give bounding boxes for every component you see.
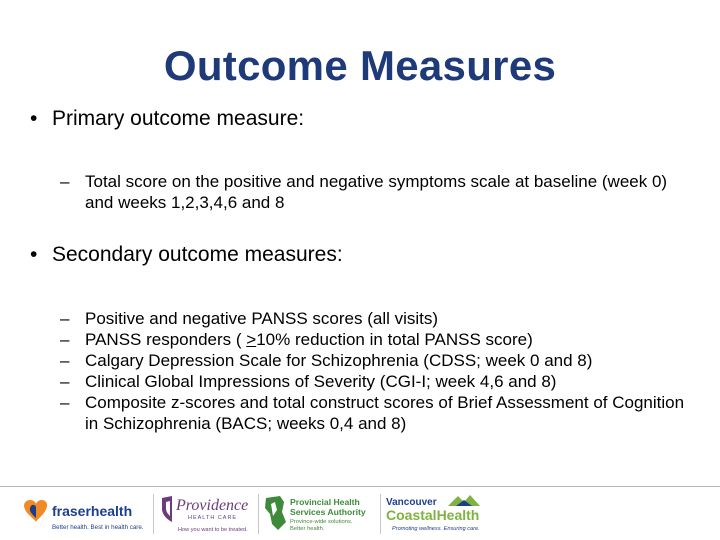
dash-marker: – [60,309,70,328]
greater-equal-symbol: > [246,330,257,349]
list-item-text: Calgary Depression Scale for Schizophrenia (CDSS; week 0 and 8) [85,351,593,370]
list-item [60,350,697,371]
dash-marker: – [60,351,70,370]
list-item [60,371,697,392]
dash-marker: – [60,393,70,412]
list-item-text: Clinical Global Impressions of Severity (CGI-I; week 4,6 and 8) [85,372,557,391]
secondary-list [60,308,697,434]
vch-tagline: Promoting wellness. Ensuring care. [392,526,480,532]
list-item [60,392,697,434]
bc-map-icon [265,496,286,530]
list-item-text: Positive and negative PANSS scores (all visits) [85,309,439,328]
logo-separator [258,494,259,534]
dash-marker: – [60,172,70,191]
vch-wordmark-line1: Vancouver [386,497,437,508]
logo-separator [153,494,154,534]
list-item-text [85,329,697,350]
primary-heading-row [30,107,304,131]
phsa-logo [262,492,377,536]
secondary-heading: Secondary outcome measures: [52,243,343,266]
providence-logo [158,492,254,536]
providence-tagline: How you want to be treated. [178,527,248,533]
secondary-heading-row [30,243,343,267]
list-item-text-end: 10% reduction in total PANSS score) [256,330,533,349]
list-item-text: Composite z-scores and total construct scores of Brief Assessment of Cognition in Schizophrenia (BACS; weeks 0,4 and 8) [85,393,685,433]
fraserhealth-logo [18,492,154,536]
dash-marker: – [60,372,70,391]
slide-title: Outcome Measures [163,42,557,89]
list-item-text: Total score on the positive and negative symptoms scale at baseline (week 0) and weeks 1,2,3,4,6 and 8 [85,172,668,212]
list-item [60,308,697,329]
list-item [60,329,697,350]
primary-list [60,171,697,213]
fraserhealth-wordmark: fraserhealth [52,503,133,519]
providence-wordmark: Providence [176,497,249,514]
fraserhealth-tagline: Better health. Best in health care. [52,524,144,531]
bullet-marker: • [30,107,38,130]
logo-separator [380,494,381,534]
list-item [60,171,697,213]
vch-logo [384,492,504,536]
vch-wordmark-line2: CoastalHealth [386,507,480,523]
fraserhealth-heart-icon [24,500,47,522]
phsa-tagline-line1: Province-wide solutions. [290,519,353,525]
mountain-icon [448,495,480,506]
providence-crest-icon [162,496,172,522]
phsa-wordmark-line1: Provincial Health [290,497,360,507]
bullet-marker: • [30,243,38,266]
list-item-text-start: PANSS responders ( [85,330,247,349]
dash-marker: – [60,330,70,349]
phsa-wordmark-line2: Services Authority [290,507,366,517]
phsa-tagline-line2: Better health. [290,526,325,532]
providence-subtitle: HEALTH CARE [188,515,238,521]
primary-heading: Primary outcome measure: [52,107,305,130]
footer-divider [0,486,720,487]
